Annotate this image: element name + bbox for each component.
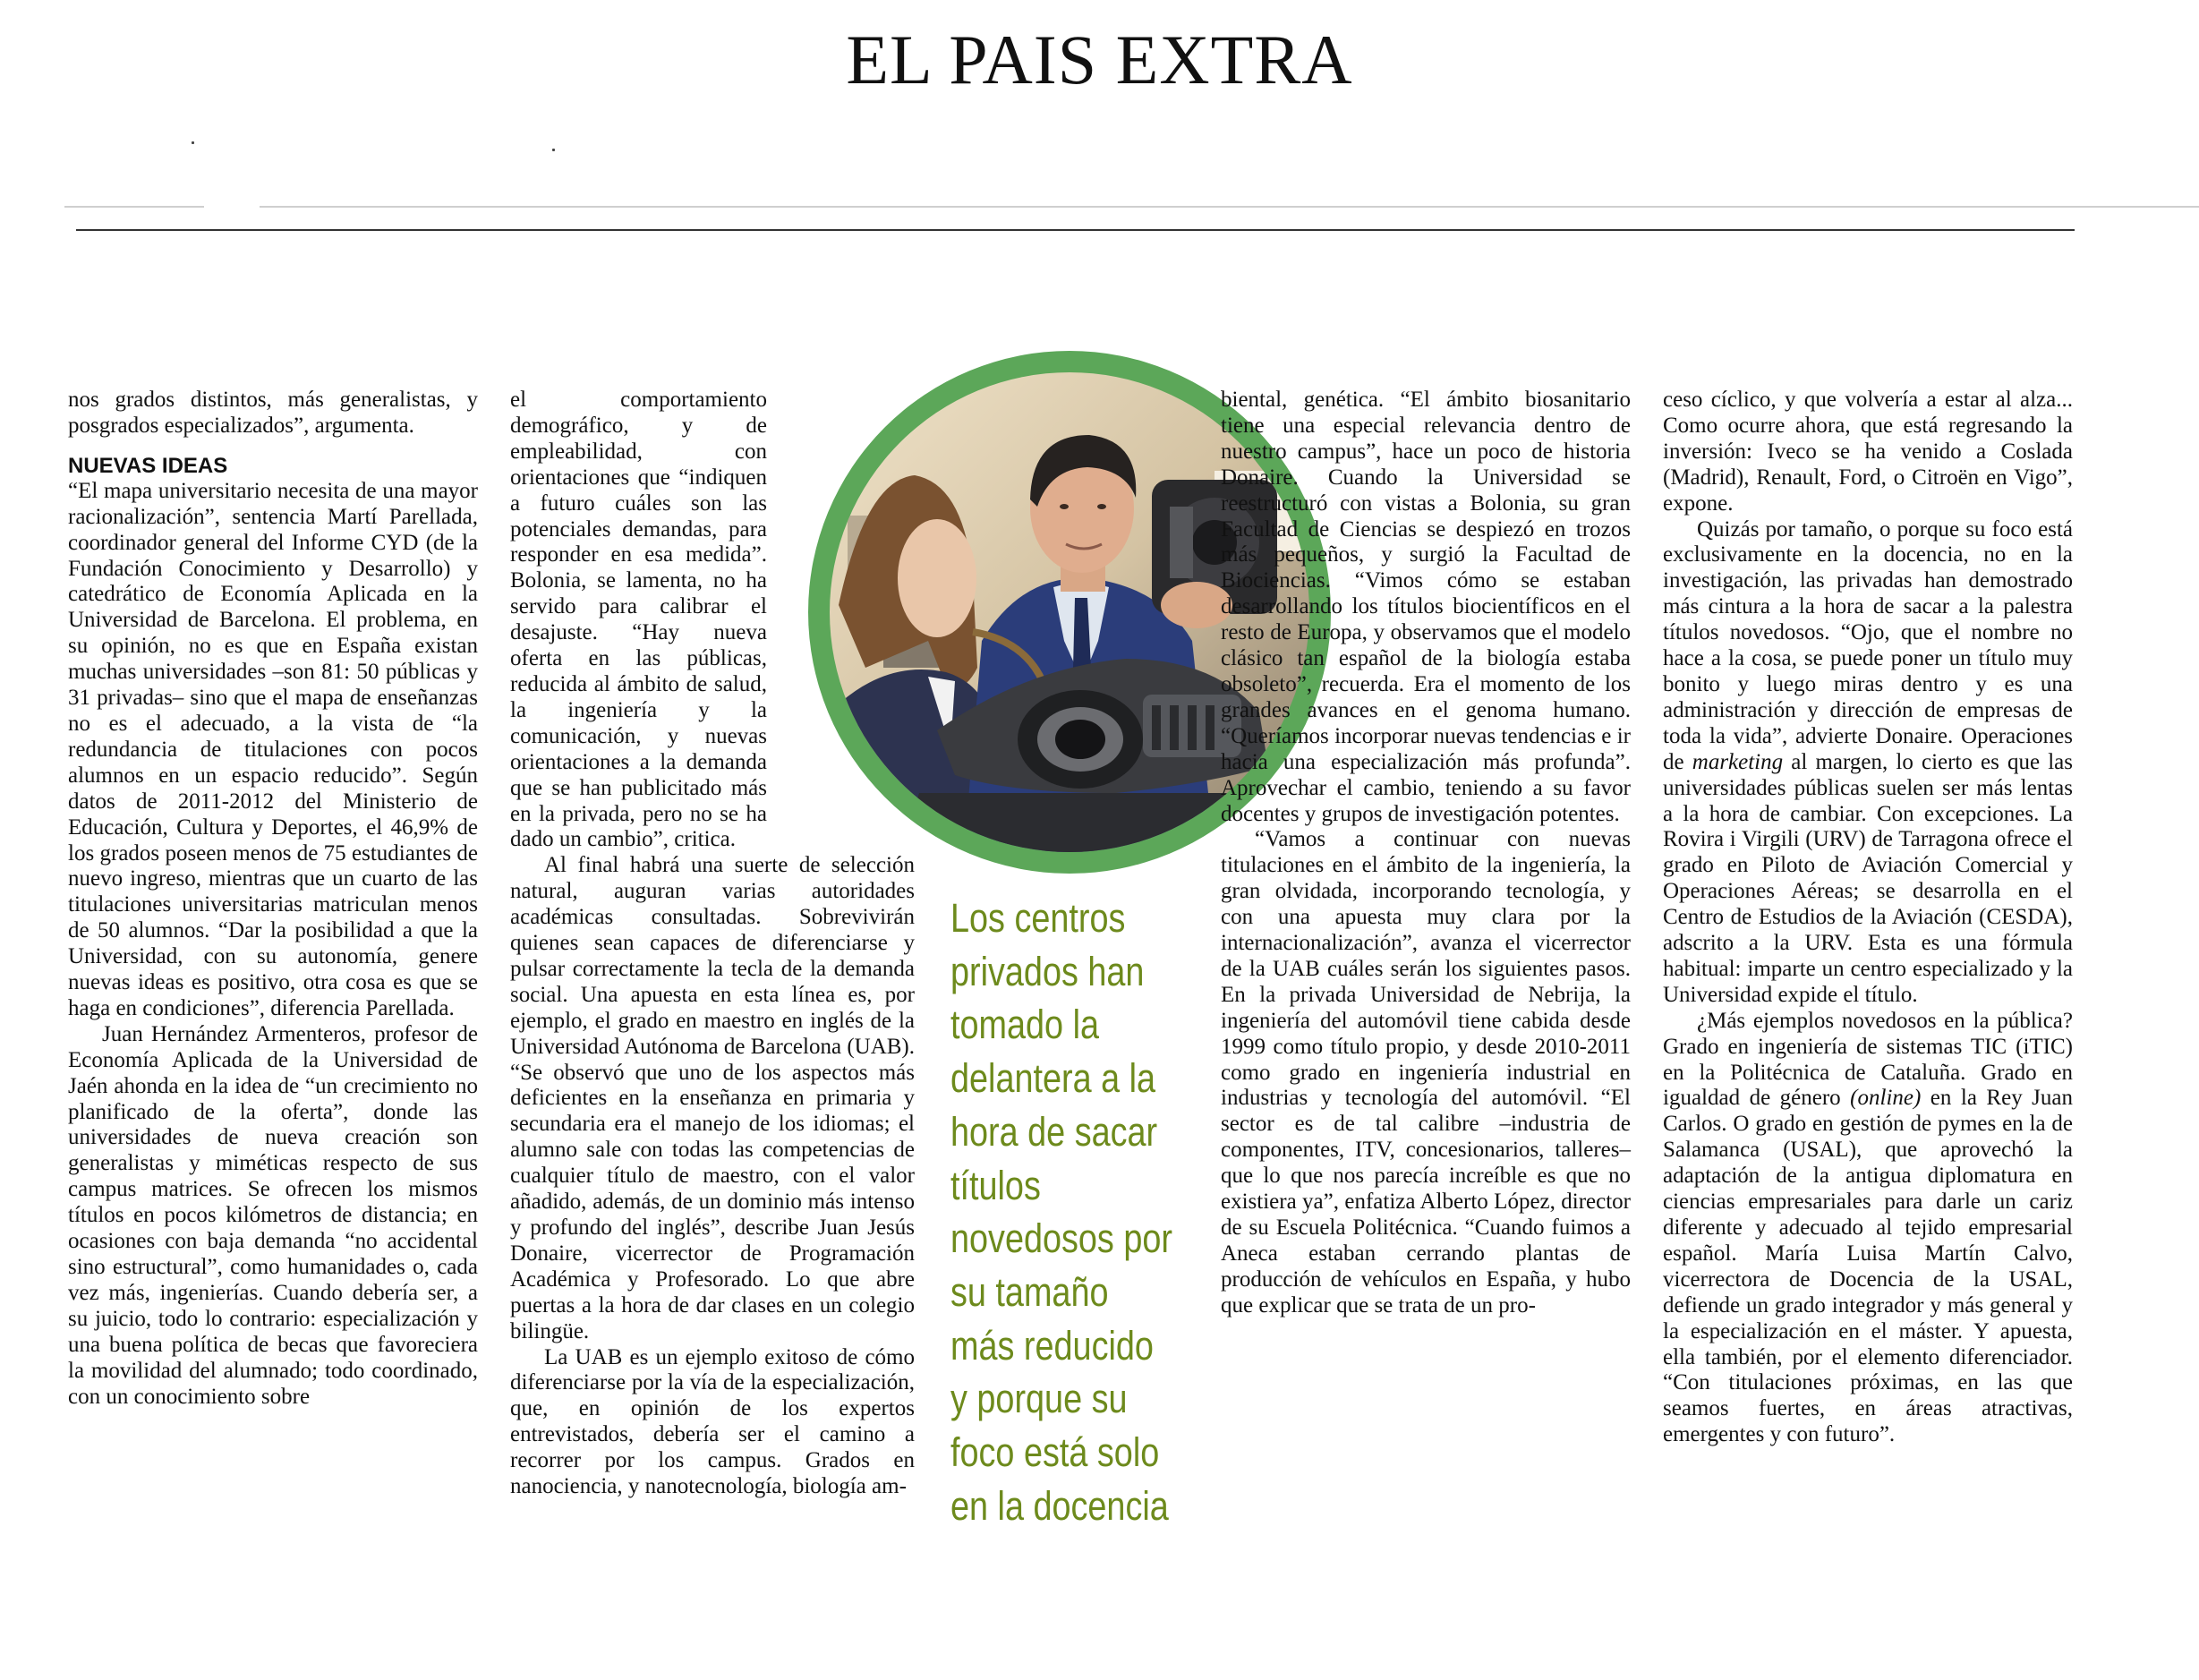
paragraph: Juan Hernández Armenteros, profesor de Economía Aplicada de la Universidad de Jaén ahonda en la idea de “un crecimiento no planificado de la oferta”, donde las universidades de nueva creación son generalistas y miméticas respecto de sus campus matrices. Se ofrecen los mismos títulos en pocos kilómetros de distancia; en ocasiones con baja demanda “no accidental sino estructural”, como humanidades o, cada vez más, ingenierías. Cuando debería ser, a su juicio, todo lo contrario: especialización y una buena política de becas que favoreciera la movilidad del alumnado; todo coordinado, con un conocimiento sobre [68,1021,478,1409]
italic-term: (online) [1850,1086,1922,1111]
italic-term: marketing [1692,749,1784,774]
header-rule [76,229,2075,231]
newspaper-masthead: EL PAIS EXTRA [846,21,1353,98]
text-run: Quizás por tamaño, o porque su foco está exclusivamente en la docencia, no en la investigación, las privadas han demostrado más cintura a la hora de sacar a la palestra títulos novedosos. “Ojo, que el nombre no hace a la cosa, se puede poner un título muy bonito y luego miras dentro y es una administración y dirección de empresas de toda la vida”, advierte Donaire. Operaciones de [1663,516,2073,774]
article-column-3 [1221,388,1631,1319]
paragraph [1663,517,2073,1009]
article-column-1 [68,388,478,1410]
thin-divider [64,206,2199,208]
paragraph: “El mapa universitario necesita de una mayor racionalización”, sentencia Martí Parellada, coordinador general del Informe CYD (de la Fundación Conocimiento y Desarrollo) y catedrático de Economía Aplicada en la Universidad de Barcelona. El problema, en su opinión, no es que en España existan muchas universidades –son 81: 50 públicas y 31 privadas– sino que el mapa de enseñanzas no es el adecuado, a la vista de “la redundancia de titulaciones con pocos alumnos en un espacio reducido”. Según datos de 2011-2012 del Ministerio de Educación, Cultura y Deportes, el 46,9% de los grados poseen menos de 75 estudiantes de nuevo ingreso, mientras que un cuarto de las titulaciones universitarias matriculan menos de 50 alumnos. “Dar la posibilidad a que la Universidad, con su autonomía, genere nuevas ideas es positivo, otra cosa es que se haga en condiciones”, diferencia Parellada. [68,478,478,1020]
paragraph: ceso cíclico, y que volvería a estar al alza... Como ocurre ahora, que está regresando la inversión: Iveco se ha venido a Coslada (Madrid), Renault, Ford, o Citroën en Vigo”, expone. [1663,388,2073,516]
paragraph [1663,1009,2073,1448]
section-heading: NUEVAS IDEAS [68,453,228,478]
paragraph: nos grados distintos, más generalistas, y posgrados especializados”, argumenta. [68,388,478,438]
article-column-4 [1663,388,2073,1448]
text-run: ¿Más ejemplos novedosos en la pública? Grado en ingeniería de sistemas TIC (iTIC) en la Politécnica de Cataluña. Grado en igualdad de género [1663,1008,2073,1111]
print-speck [192,141,194,144]
paragraph: el comportamiento demográfico, y de empleabilidad, con orientaciones que “indiquen a futuro cuáles son las potenciales demandas, para responder en esa medida”. Bolonia, se lamenta, no ha servido para calibrar el desajuste. “Hay nueva oferta en las públicas, reducida al ámbito de salud, la ingeniería y la comunicación, y nuevas orientaciones a la demanda que se han publicitado más en la privada, pero no se ha dado un cambio”, critica. [510,388,767,852]
paragraph: Al final habrá una suerte de selección natural, auguran varias autoridades académicas consultadas. Sobrevivirán quienes sean capaces de diferenciarse y pulsar correctamente la tecla de la demanda social. Una apuesta en esta línea es, por ejemplo, el grado en maestro en inglés de la Universidad Autónoma de Barcelona (UAB). “Se observó que uno de los aspectos más deficientes en la enseñanza en primaria y secundaria era el manejo de los idiomas; el alumno sale con todas las competencias de cualquier título de maestro, con el valor añadido, además, de un dominio más intenso y profundo del inglés”, describe Juan Jesús Donaire, vicerrector de Programación Académica y Profesorado. Lo que abre puertas a la hora de dar clases en un colegio bilingüe. [510,853,915,1343]
text-run: al margen, lo cierto es que las universidades públicas suelen ser más lentas a la hora de cambiar. Con excepciones. La Rovira i Virgili (URV) de Tarragona ofrece el grado en Piloto de Aviación Comercial y Operaciones Aéreas; se desarrolla en el Centro de Estudios de la Aviación (CESDA), adscrito a la URV. Esta es una fórmula habitual: imparte un centro especializado y la Universidad expide el título. [1663,749,2074,1007]
paragraph: biental, genética. “El ámbito biosanitario tiene una especial relevancia dentro de nuestro campus”, hace un poco de historia Donaire. Cuando la Universidad se reestructuró con vistas a Bolonia, su gran Facultad de Ciencias se despiezó en trozos más pequeños, y surgió la Facultad de Biociencias. “Vimos cómo se estaban desarrollando los títulos biocientíficos en el resto de Europa, y observamos que el modelo clásico tan español de la biología estaba obsoleto”, recuerda. Era el momento de los grandes avances en el genoma humano. “Queríamos incorporar nuevas tendencias e ir hacia una especialización más profunda”. Aprovechar el cambio, teniendo a su favor docentes y grupos de investigación potentes. [1221,388,1631,826]
pull-quote: Los centros privados han tomado la delantera a la hora de sacar títulos novedosos por su tamaño más reducido y porque su foco está solo en la docencia [950,895,1172,1529]
divider-gap [204,202,260,211]
paragraph: “Vamos a continuar con nuevas titulaciones en el ámbito de la ingeniería, la gran olvidada, incorporando tecnología, y con una apuesta muy clara por la internacionalización”, avanza el vicerrector de la UAB cuáles serán los siguientes pasos. En la privada Universidad de Nebrija, la ingeniería del automóvil tiene cabida desde 1999 como título propio, y desde 2010-2011 como grado en ingeniería industrial en industrias y tecnología del automóvil. “El sector es de tal calibre –industria de componentes, ITV, concesionarios, talleres– que lo que nos parecía increíble es que no existiera ya”, enfatiza Alberto López, director de su Escuela Politécnica. “Cuando fuimos a Aneca estaban cerrando plantas de producción de vehículos en España, y hubo que explicar que se trata de un pro- [1221,827,1631,1318]
text-run: en la Rey Juan Carlos. O grado en gestión de pymes en la de Salamanca (USAL), que aprovechó la adaptación de la antigua diplomatura en ciencias empresariales para darle un cariz diferente y adecuado al tejido empresarial español. María Luisa Martín Calvo, vicerrectora de Docencia de la USAL, defiende un grado integrador y más general y la especialización en el máster. Y apuesta, ella también, por el elemento diferenciador. “Con titulaciones próximas, en las que seamos fuertes, en áreas atractivas, emergentes y con futuro”. [1663,1086,2074,1447]
paragraph: La UAB es un ejemplo exitoso de cómo diferenciarse por la vía de la especialización, que, en opinión de los expertos entrevistados, debería ser el camino a recorrer por los campus. Grados en nanociencia, y nanotecnología, biología am- [510,1344,915,1499]
print-speck [552,149,555,151]
